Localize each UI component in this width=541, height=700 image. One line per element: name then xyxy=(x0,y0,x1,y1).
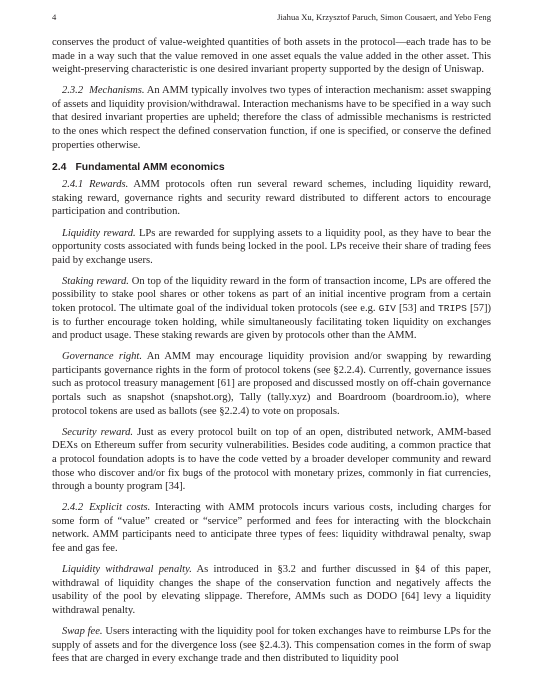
running-header xyxy=(52,12,491,26)
subsection-title: Mechanisms. xyxy=(89,85,145,97)
paragraph-text: [53] and xyxy=(399,303,435,314)
subsection-number: 2.4.1 xyxy=(62,179,84,191)
paragraph-text: [57]) is to further encourage token holding, while simultaneously facilitating token liquidity on exchanges and product usage. These staking rewards are given by protocols other than the AMM. xyxy=(52,303,492,342)
paragraph-security-reward xyxy=(52,426,491,494)
paragraph-rewards xyxy=(52,178,491,219)
body-text xyxy=(52,36,491,673)
paragraph-swap-fee xyxy=(52,625,491,666)
page-number: 4 xyxy=(52,12,57,22)
section-heading xyxy=(52,161,491,175)
token-name: GIV xyxy=(378,303,396,314)
paragraph-liquidity-withdrawal-penalty xyxy=(52,563,491,617)
paragraph-text: Users interacting with the liquidity pool for token exchanges have to reimburse LPs for the supply of assets and for the divergence loss (see §2.4.3). This compensation comes in the form of swap fees that are charged in every exchange trade and then distributed to liquidity pool xyxy=(52,625,491,665)
paragraph-mechanisms xyxy=(52,84,491,152)
paragraph-title: Liquidity withdrawal penalty. xyxy=(62,564,192,576)
paragraph-text: An AMM may encourage liquidity provision and/or swapping by rewarding participants governance rights in the form of protocol tokens (see §2.2.4). Currently, governance issues such as protocol treasury management [61] are proposed and discussed mostly on off-chain governance portals such as snapshot (snapshot.org), Tally (tally.xyz) and Boardroom (boardroom.io), where protocol tokens are used as ballots (see §2.2.4) to vote on proposals. xyxy=(52,351,491,417)
paragraph-staking-reward xyxy=(52,275,491,343)
paragraph-liquidity-reward xyxy=(52,227,491,268)
paragraph-title: Staking reward. xyxy=(62,275,129,287)
token-name: TRIPS xyxy=(438,303,467,314)
subsection-number: 2.3.2 xyxy=(62,85,84,97)
paragraph-text: An AMM typically involves two types of interaction mechanism: asset swapping of assets and liquidity provision/withdrawal. Interaction mechanisms have to be specified in a way such that desired invariant properties are upheld; therefore the class of admissible mechanisms is restricted to the ones which respect the defined conservation function, if one is specified, or conserve the defined properties otherwise. xyxy=(52,85,491,151)
section-number: 2.4 xyxy=(52,162,67,174)
paragraph-title: Swap fee. xyxy=(62,625,103,637)
subsection-title: Explicit costs. xyxy=(89,502,151,514)
paragraph-explicit-costs xyxy=(52,501,491,555)
paragraph-text: Interacting with AMM protocols incurs various costs, including charges for some form of “value” created or “service” performed and fees for interacting with the blockchain network. AMM participants need to anticipate three types of fees: liquidity withdrawal penalty, swap fee and gas fee. xyxy=(52,502,491,554)
paragraph-title: Liquidity reward. xyxy=(62,227,136,239)
section-title: Fundamental AMM economics xyxy=(75,162,225,174)
paragraph-title: Security reward. xyxy=(62,426,133,438)
paragraph-governance-right xyxy=(52,350,491,418)
paragraph-title: Governance right. xyxy=(62,351,143,363)
subsection-title: Rewards. xyxy=(89,179,129,191)
paragraph-text: AMM protocols often run several reward schemes, including liquidity reward, staking reward, governance rights and security reward distributed to different actors to encourage participation and contribution. xyxy=(52,179,492,218)
author-list: Jiahua Xu, Krzysztof Paruch, Simon Cousaert, and Yebo Feng xyxy=(277,12,491,22)
subsection-number: 2.4.2 xyxy=(62,502,84,514)
paragraph-text: LPs are rewarded for supplying assets to a liquidity pool, as they have to bear the opportunity costs associated with funds being locked in the pool. LPs receive their share of trading fees paid by exchange users. xyxy=(52,227,492,266)
paragraph-text: As introduced in §3.2 and further discussed in §4 of this paper, withdrawal of liquidity changes the shape of the conservation function and negatively affects the usability of the pool by elevating slippage. Therefore, AMMs such as DODO [64] levy a liquidity withdrawal penalty. xyxy=(52,564,491,616)
paragraph-continued: conserves the product of value-weighted quantities of both assets in the protocol—each trade has to be made in a way such that the value removed in one asset equals the value added in the other asset. This weight-preserving characteristic is one desired invariant property supported by the design of Uniswap. xyxy=(52,37,491,76)
paragraph-text: On top of the liquidity reward in the form of transaction income, LPs are offered the possibility to stake pool shares or other tokens as part of an initial incentive program from a certain token protocol. The ultimate goal of the individual token protocols (see e.g. xyxy=(52,275,491,314)
paragraph-text: Just as every protocol built on top of an open, distributed network, AMM-based DEXs on Ethereum suffer from security vulnerabilities. Besides code auditing, a common practice that a protocol foundation adopts is to have the code vetted by a broader developer community and reward those who discover and/or fix bugs of the protocol with monetary prizes, commonly in fiat currencies, through a bounty program [34]. xyxy=(52,426,491,493)
